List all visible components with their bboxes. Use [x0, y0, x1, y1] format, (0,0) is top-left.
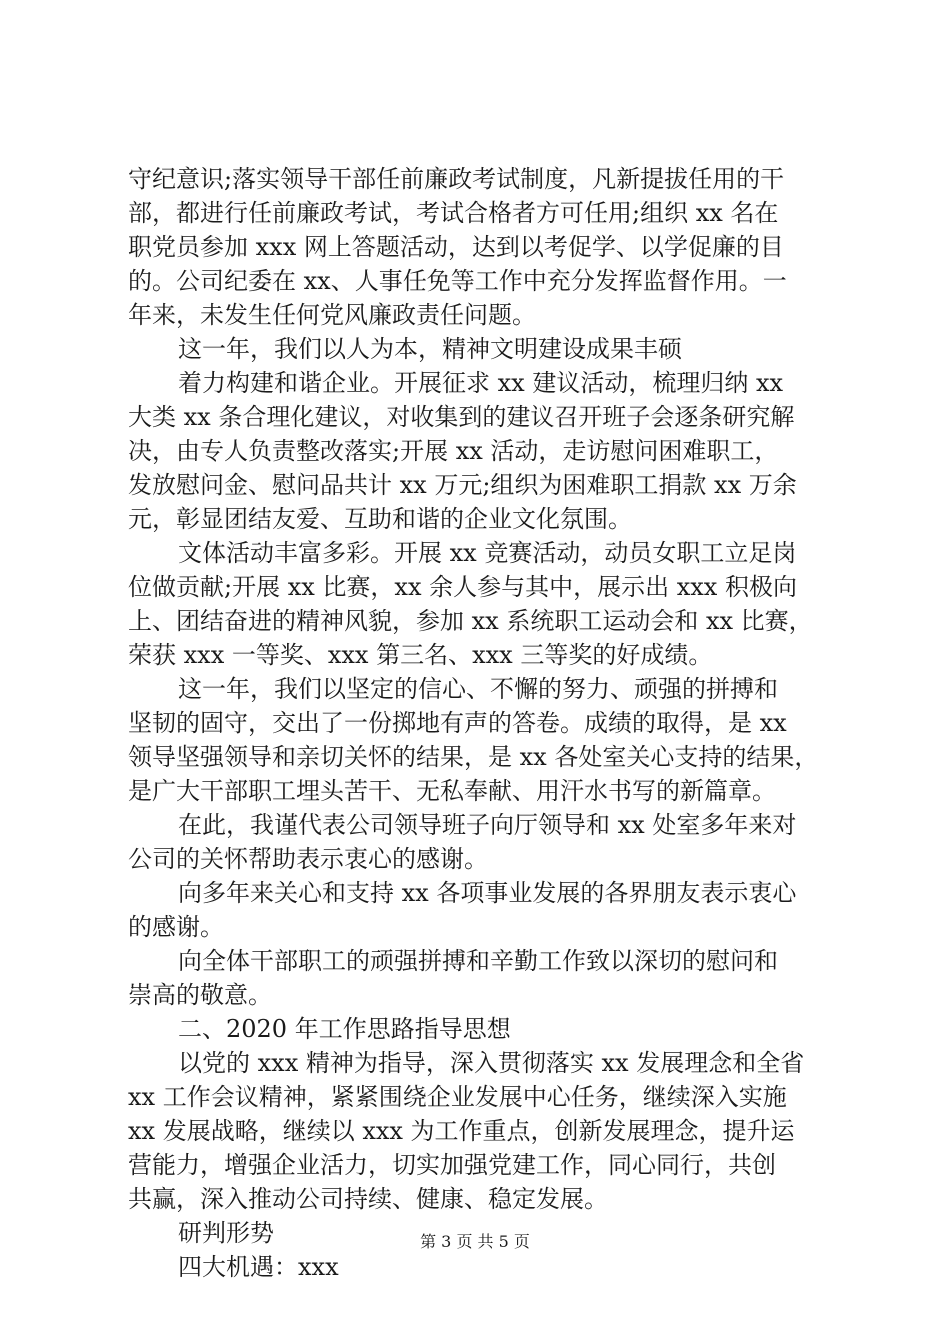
text-line: 上、团结奋进的精神风貌，参加 xx 系统职工运动会和 xx 比赛， — [128, 607, 813, 635]
text-line: 大类 xx 条合理化建议，对收集到的建议召开班子会逐条研究解 — [128, 403, 795, 431]
text-line: 四大机遇：xxx — [178, 1253, 339, 1281]
section-heading: 二、2020 年工作思路指导思想 — [178, 1015, 511, 1043]
text-line: 这一年，我们以坚定的信心、不懈的努力、顽强的拼搏和 — [178, 675, 778, 703]
text-line: xx 工作会议精神，紧紧围绕企业发展中心任务，继续深入实施 — [128, 1083, 787, 1111]
text-line: 的感谢。 — [128, 913, 224, 941]
text-line: 是广大干部职工埋头苦干、无私奉献、用汗水书写的新篇章。 — [128, 777, 776, 805]
text-line: 元，彰显团结友爱、互助和谐的企业文化氛围。 — [128, 505, 632, 533]
text-line: 守纪意识;落实领导干部任前廉政考试制度，凡新提拔任用的干 — [128, 165, 785, 193]
subheading: 研判形势 — [178, 1219, 274, 1247]
text-line: 以党的 xxx 精神为指导，深入贯彻落实 xx 发展理念和全省 — [178, 1049, 805, 1077]
text-line: xx 发展战略，继续以 xxx 为工作重点，创新发展理念，提升运 — [128, 1117, 795, 1145]
text-line: 职党员参加 xxx 网上答题活动，达到以考促学、以学促廉的目 — [128, 233, 784, 261]
page-number-footer: 第 3 页 共 5 页 — [420, 1232, 530, 1251]
text-line: 公司的关怀帮助表示衷心的感谢。 — [128, 845, 488, 873]
text-line: 共赢，深入推动公司持续、健康、稳定发展。 — [128, 1185, 608, 1213]
text-line: 荣获 xxx 一等奖、xxx 第三名、xxx 三等奖的好成绩。 — [128, 641, 713, 669]
text-line: 决，由专人负责整改落实;开展 xx 活动，走访慰问困难职工， — [128, 437, 779, 465]
text-line: 这一年，我们以人为本，精神文明建设成果丰硕 — [178, 335, 682, 363]
text-line: 发放慰问金、慰问品共计 xx 万元;组织为困难职工捐款 xx 万余 — [128, 471, 797, 499]
text-line: 着力构建和谐企业。开展征求 xx 建议活动，梳理归纳 xx — [178, 369, 784, 397]
text-line: 向全体干部职工的顽强拼搏和辛勤工作致以深切的慰问和 — [178, 947, 778, 975]
text-line: 向多年来关心和支持 xx 各项事业发展的各界朋友表示衷心 — [178, 879, 797, 907]
text-line: 年来，未发生任何党风廉政责任问题。 — [128, 301, 536, 329]
text-line: 营能力，增强企业活力，切实加强党建工作，同心同行，共创 — [128, 1151, 776, 1179]
text-line: 坚韧的固守，交出了一份掷地有声的答卷。成绩的取得，是 xx — [128, 709, 787, 737]
text-line: 领导坚强领导和亲切关怀的结果，是 xx 各处室关心支持的结果， — [128, 743, 819, 771]
text-line: 位做贡献;开展 xx 比赛，xx 余人参与其中，展示出 xxx 积极向 — [128, 573, 797, 601]
text-line: 部，都进行任前廉政考试，考试合格者方可任用;组织 xx 名在 — [128, 199, 779, 227]
text-line: 的。公司纪委在 xx、人事任免等工作中充分发挥监督作用。一 — [128, 267, 787, 295]
document-body — [128, 162, 828, 1284]
text-line: 崇高的敬意。 — [128, 981, 272, 1009]
text-line: 文体活动丰富多彩。开展 xx 竞赛活动，动员女职工立足岗 — [178, 539, 797, 567]
text-line: 在此，我谨代表公司领导班子向厅领导和 xx 处室多年来对 — [178, 811, 797, 839]
